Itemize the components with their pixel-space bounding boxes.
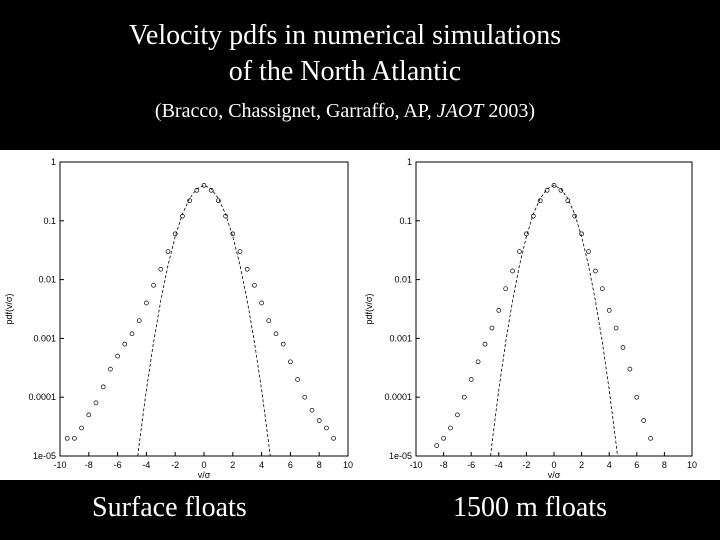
x-tick-label: 2 — [579, 460, 585, 470]
plot-frame — [60, 162, 348, 456]
data-point — [267, 319, 271, 323]
x-tick-label: -2 — [171, 460, 180, 470]
data-point — [573, 214, 577, 218]
data-point — [435, 444, 439, 448]
x-tick-label: -4 — [494, 460, 503, 470]
y-tick-label: 0.001 — [33, 333, 56, 344]
data-point — [442, 436, 446, 440]
x-tick-label: -10 — [409, 460, 423, 470]
data-point — [166, 250, 170, 254]
data-point — [607, 308, 611, 312]
plot-frame — [416, 162, 692, 456]
data-point — [260, 301, 264, 305]
data-point — [252, 283, 256, 287]
citation-authors: (Bracco, Chassignet, Garraffo, AP, — [154, 100, 437, 122]
x-tick-label: 8 — [661, 460, 667, 470]
data-point — [497, 308, 501, 312]
data-point — [87, 413, 91, 417]
data-point — [621, 346, 625, 350]
y-axis-label: pdf(v/σ) — [364, 293, 374, 325]
y-tick-label: 0.0001 — [384, 392, 412, 403]
x-tick-label: 10 — [686, 460, 698, 470]
data-point — [123, 342, 127, 346]
data-point — [274, 332, 278, 336]
data-point — [101, 385, 105, 389]
x-tick-label: 2 — [230, 460, 236, 470]
data-point — [130, 332, 134, 336]
deep-floats-chart — [360, 150, 720, 480]
data-point — [288, 360, 292, 364]
data-point — [159, 267, 163, 271]
x-tick-label: 4 — [259, 460, 265, 470]
data-point — [483, 342, 487, 346]
x-axis-label: v/σ — [547, 470, 561, 480]
x-tick-label: 6 — [287, 460, 293, 470]
data-point — [296, 377, 300, 381]
data-point — [152, 283, 156, 287]
x-tick-label: 0 — [551, 460, 557, 470]
citation — [0, 100, 690, 123]
data-point — [469, 377, 473, 381]
x-tick-label: 6 — [634, 460, 640, 470]
y-tick-label: 0.1 — [399, 215, 412, 226]
y-axis-label: pdf(v/σ) — [4, 293, 14, 325]
data-point — [455, 413, 459, 417]
data-point — [238, 250, 242, 254]
data-point — [593, 269, 597, 273]
data-point — [504, 287, 508, 291]
data-point — [116, 354, 120, 358]
data-point — [476, 360, 480, 364]
data-point — [449, 426, 453, 430]
y-tick-label: 1 — [406, 157, 412, 167]
y-tick-label: 1e-05 — [388, 451, 412, 461]
data-point — [310, 408, 314, 412]
caption-deep-floats: 1500 m floats — [453, 492, 607, 523]
data-point — [642, 419, 646, 423]
y-tick-label: 0.1 — [43, 215, 56, 226]
x-tick-label: -2 — [522, 460, 531, 470]
data-point — [303, 395, 307, 399]
x-tick-label: -6 — [467, 460, 476, 470]
data-point — [324, 426, 328, 430]
y-tick-label: 0.01 — [38, 274, 56, 285]
x-tick-label: -10 — [53, 460, 67, 470]
slide-title-line-2: of the North Atlantic — [228, 56, 462, 87]
data-point — [587, 250, 591, 254]
data-point — [281, 342, 285, 346]
y-tick-label: 1 — [50, 157, 56, 167]
data-point — [511, 269, 515, 273]
data-point — [649, 436, 653, 440]
y-tick-label: 0.0001 — [28, 392, 56, 403]
data-point — [137, 319, 141, 323]
surface-floats-chart — [0, 150, 360, 480]
x-tick-label: -8 — [84, 460, 93, 470]
data-point — [518, 250, 522, 254]
x-tick-label: -6 — [113, 460, 122, 470]
data-point — [614, 326, 618, 330]
data-point — [628, 367, 632, 371]
x-tick-label: -8 — [439, 460, 448, 470]
citation-year: 2003) — [483, 100, 536, 122]
data-point — [490, 326, 494, 330]
citation-journal: JAOT — [436, 100, 484, 122]
x-tick-label: 4 — [606, 460, 612, 470]
surface-floats-chart-panel — [0, 150, 360, 480]
x-axis-label: v/σ — [197, 470, 211, 480]
data-point — [635, 395, 639, 399]
data-point — [317, 419, 321, 423]
gaussian-curve — [138, 185, 270, 456]
data-point — [245, 267, 249, 271]
x-tick-label: 0 — [201, 460, 207, 470]
caption-surface-floats: Surface floats — [92, 492, 247, 523]
data-point — [600, 287, 604, 291]
slide-title-line-1: Velocity pdfs in numerical simulations — [128, 20, 562, 51]
x-tick-label: 10 — [342, 460, 354, 470]
data-point — [72, 436, 76, 440]
y-tick-label: 0.001 — [389, 333, 412, 344]
deep-floats-chart-panel — [360, 150, 720, 480]
x-tick-label: 8 — [316, 460, 322, 470]
slide-header — [0, 0, 720, 150]
x-tick-label: -4 — [142, 460, 151, 470]
data-point — [202, 183, 206, 187]
y-tick-label: 0.01 — [394, 274, 412, 285]
data-point — [144, 301, 148, 305]
gaussian-curve — [491, 185, 618, 456]
data-point — [80, 426, 84, 430]
y-tick-label: 1e-05 — [32, 451, 56, 461]
data-point — [462, 395, 466, 399]
data-point — [94, 401, 98, 405]
data-point — [65, 436, 69, 440]
data-point — [108, 367, 112, 371]
data-point — [332, 436, 336, 440]
